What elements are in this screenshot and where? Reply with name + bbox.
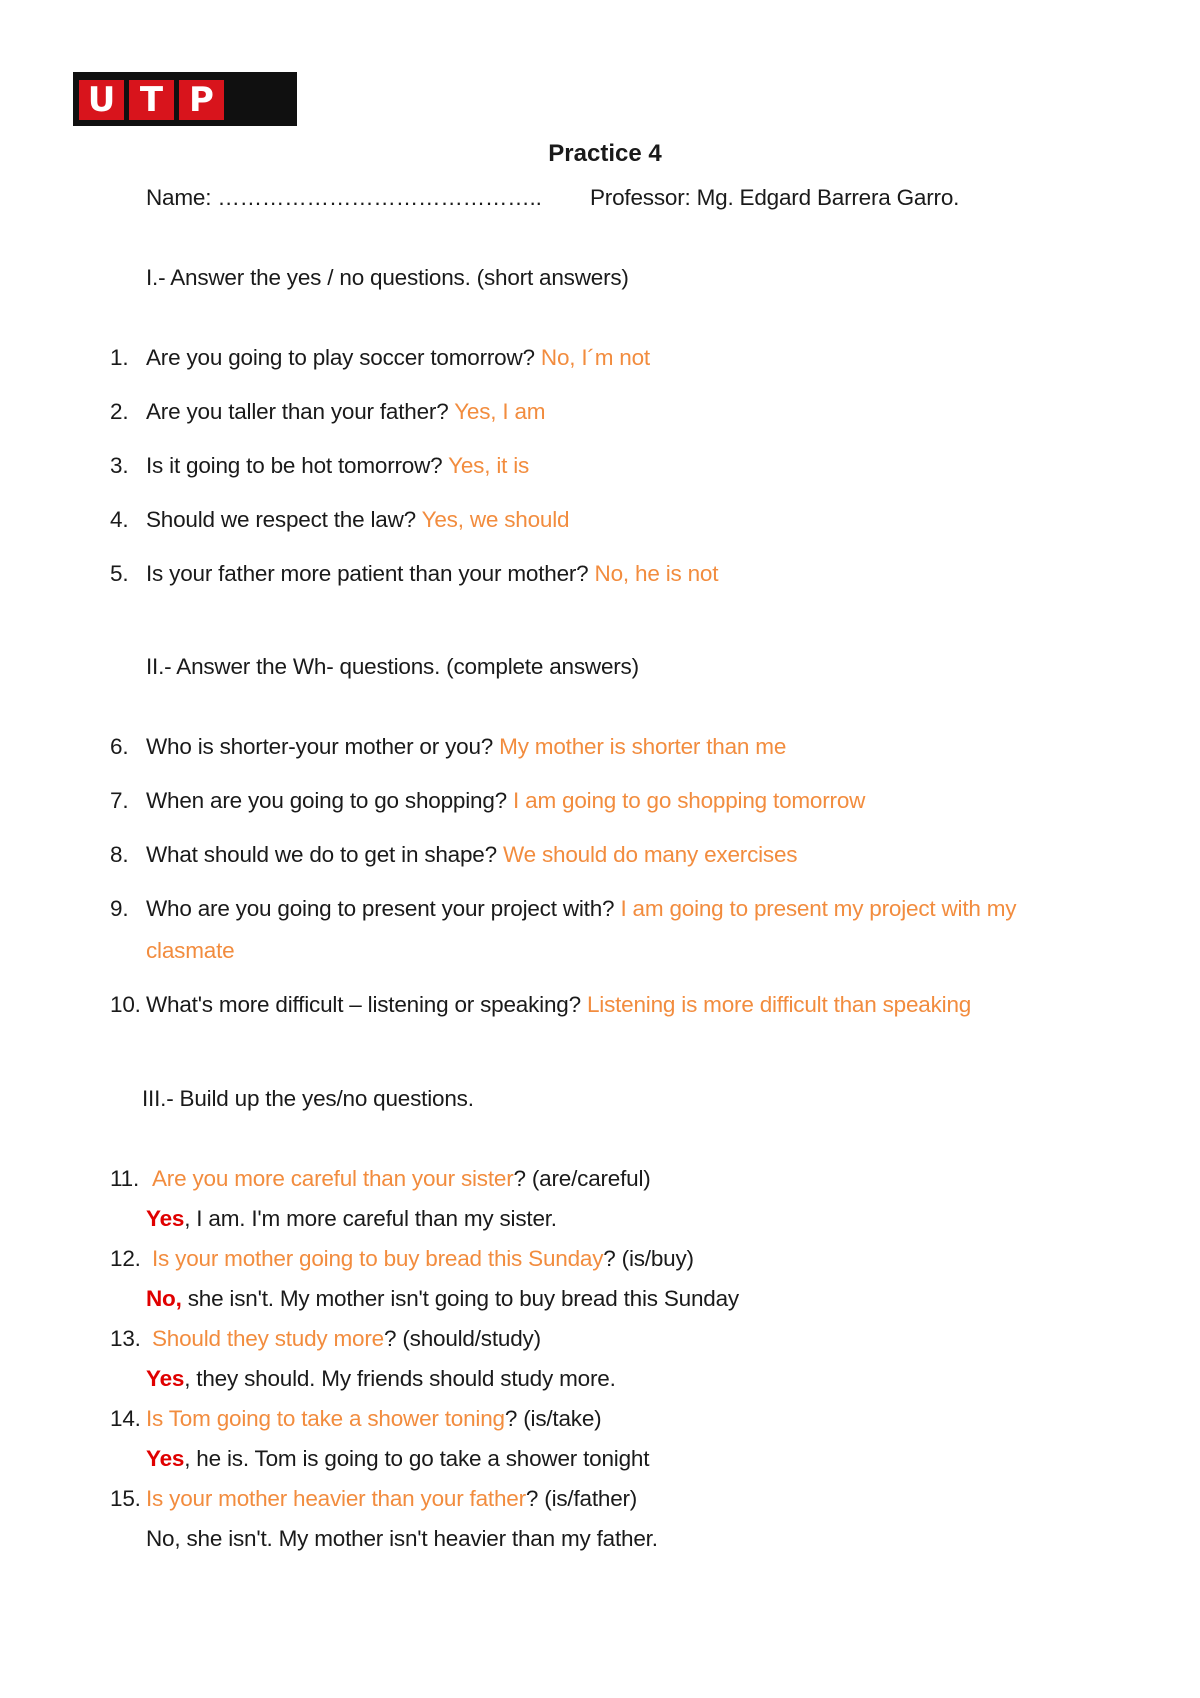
response-text: No, she isn't. My mother isn't heavier than my father. [146, 1526, 658, 1551]
hint-text: ? (is/take) [504, 1406, 602, 1431]
item-number: 2. [110, 399, 129, 424]
answer-text: Is Tom going to take a shower toning [146, 1406, 505, 1431]
response-line [146, 1526, 658, 1552]
name-field: Name: …………………………………….. [146, 185, 542, 210]
item-number: 4. [110, 507, 129, 532]
response-line [146, 1446, 649, 1472]
response-text: she isn't. My mother isn't going to buy bread this Sunday [181, 1286, 739, 1311]
utp-logo [73, 72, 297, 126]
question-text: Is your father more patient than your mother? [146, 561, 589, 586]
answer-continuation: clasmate [146, 938, 235, 963]
answer-text: We should do many exercises [503, 842, 798, 867]
professor-name: Professor: Mg. Edgard Barrera Garro. [590, 185, 960, 210]
hint-text: ? (should/study) [383, 1326, 541, 1351]
response-line [146, 1366, 616, 1392]
answer-text: I am going to go shopping tomorrow [513, 788, 866, 813]
answer-text: No, he is not [594, 561, 719, 586]
answer-text: Yes, we should [421, 507, 570, 532]
question-text: What should we do to get in shape? [146, 842, 497, 867]
answer-text: I am going to present my project with my [620, 896, 1017, 921]
answer-text: Yes, I am [454, 399, 546, 424]
item-number: 7. [110, 788, 129, 813]
short-answer: No, [146, 1286, 182, 1311]
item-number: 3. [110, 453, 129, 478]
answer-text: Yes, it is [448, 453, 530, 478]
item-number: 8. [110, 842, 129, 867]
question-text: Are you taller than your father? [146, 399, 449, 424]
question-text: Should we respect the law? [146, 507, 416, 532]
section-2-heading: II.- Answer the Wh- questions. (complete answers) [146, 654, 639, 679]
logo-letter-u: U [79, 80, 124, 120]
short-answer: Yes [146, 1206, 185, 1231]
question-text: What's more difficult – listening or speaking? [146, 992, 581, 1017]
response-text: , they should. My friends should study more. [184, 1366, 616, 1391]
item-number: 5. [110, 561, 129, 586]
item-number: 14. [110, 1406, 141, 1431]
question-text: Who are you going to present your project with? [146, 896, 615, 921]
item-number: 11. [110, 1166, 140, 1191]
item-number: 9. [110, 896, 129, 921]
question-text: Is it going to be hot tomorrow? [146, 453, 443, 478]
hint-text: ? (is/buy) [603, 1246, 694, 1271]
item-number: 15. [110, 1486, 141, 1511]
answer-text: Is your mother going to buy bread this Sunday [152, 1246, 604, 1271]
hint-text: ? (are/careful) [513, 1166, 651, 1191]
response-line [146, 1206, 557, 1232]
answer-text: Listening is more difficult than speaking [586, 992, 972, 1017]
answer-text: Should they study more [152, 1326, 384, 1351]
logo-letter-t: T [129, 80, 174, 120]
logo-letter-p: P [179, 80, 224, 120]
page-title: Practice 4 [548, 140, 662, 167]
item-number: 13. [110, 1326, 141, 1351]
answer-text: No, I´m not [540, 345, 650, 370]
answer-text: My mother is shorter than me [499, 734, 787, 759]
item-number: 1. [110, 345, 129, 370]
short-answer: Yes [146, 1366, 185, 1391]
section-1-heading: I.- Answer the yes / no questions. (short answers) [146, 265, 629, 290]
response-line [146, 1286, 739, 1312]
short-answer: Yes [146, 1446, 185, 1471]
question-text: When are you going to go shopping? [146, 788, 507, 813]
response-text: , he is. Tom is going to go take a shower tonight [184, 1446, 650, 1471]
question-text: Who is shorter-your mother or you? [146, 734, 494, 759]
section-3-heading: III.- Build up the yes/no questions. [142, 1086, 474, 1111]
item-number: 12. [110, 1246, 141, 1271]
answer-text: Are you more careful than your sister [152, 1166, 514, 1191]
answer-text: Is your mother heavier than your father [146, 1486, 526, 1511]
question-text: Are you going to play soccer tomorrow? [146, 345, 535, 370]
item-number: 6. [110, 734, 129, 759]
item-number: 10. [110, 992, 141, 1017]
response-text: , I am. I'm more careful than my sister. [184, 1206, 557, 1231]
hint-text: ? (is/father) [525, 1486, 638, 1511]
